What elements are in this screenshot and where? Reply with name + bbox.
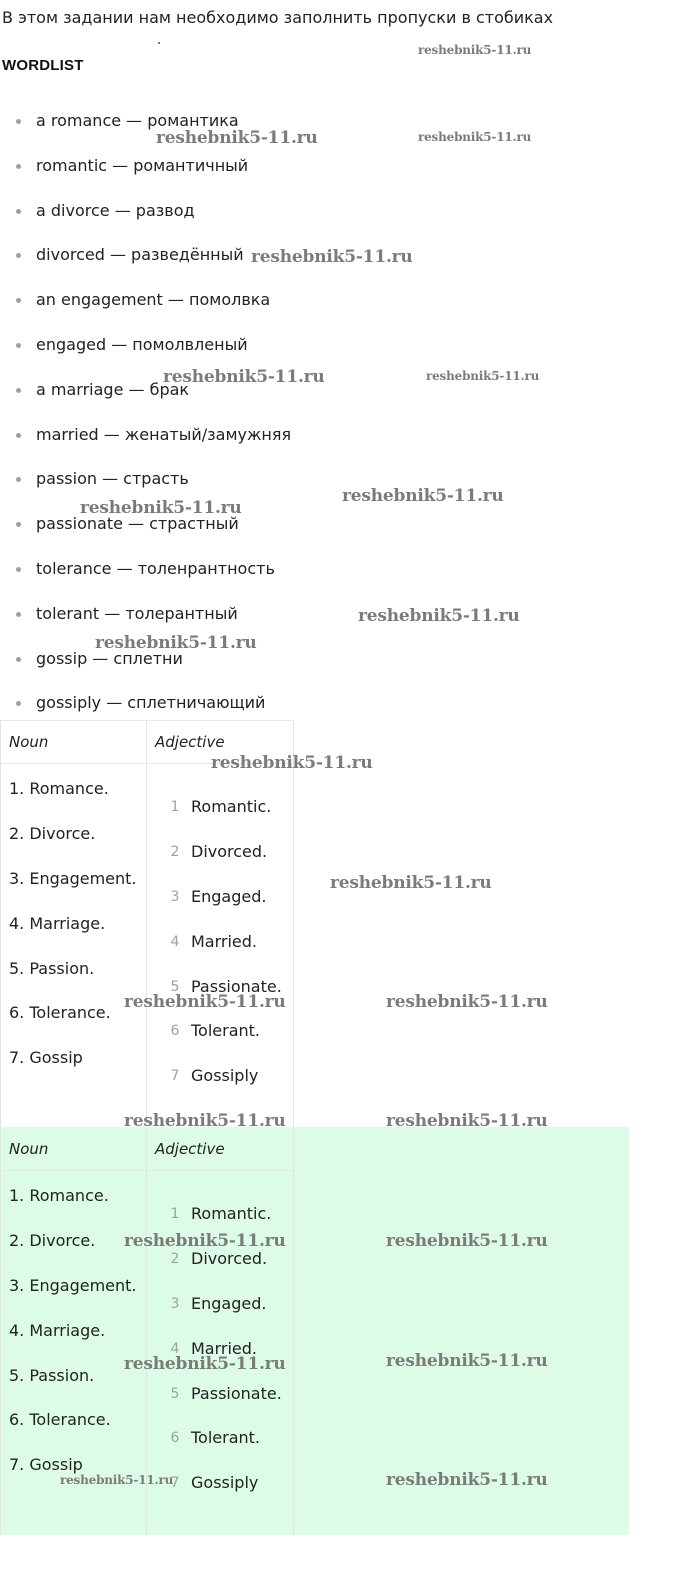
adjective-cell: Tolerant. xyxy=(191,1428,261,1447)
watermark: reshebnik5-11.ru xyxy=(418,130,532,144)
noun-header: Noun xyxy=(9,733,49,751)
watermark: reshebnik5-11.ru xyxy=(124,1354,286,1374)
adjective-cell: Married. xyxy=(191,1339,258,1358)
adjective-number: 3 xyxy=(170,889,180,905)
noun-cell: 6. Tolerance. xyxy=(9,1410,111,1429)
adjective-number: 5 xyxy=(170,979,180,995)
bullet-icon xyxy=(16,253,21,258)
adjective-cell: Romantic. xyxy=(191,1204,272,1223)
bullet-icon xyxy=(16,388,21,393)
watermark: reshebnik5-11.ru xyxy=(95,633,257,653)
wordlist-item: a divorce — развод xyxy=(0,197,291,242)
bullet-icon xyxy=(16,119,21,124)
noun-cell: 5. Passion. xyxy=(9,959,95,978)
noun-cell: 3. Engagement. xyxy=(9,869,137,888)
adjective-cell: Passionate. xyxy=(191,1384,282,1403)
adjective-number: 4 xyxy=(170,934,180,950)
adjective-number: 3 xyxy=(170,1296,180,1312)
watermark: reshebnik5-11.ru xyxy=(418,43,532,57)
intro-text: В этом задании нам необходимо заполнить пропуски в стобиках xyxy=(2,8,554,27)
watermark: reshebnik5-11.ru xyxy=(124,992,286,1012)
watermark: reshebnik5-11.ru xyxy=(211,753,373,773)
bullet-icon xyxy=(16,433,21,438)
adjective-header: Adjective xyxy=(155,1140,225,1158)
adjective-cell: Gossiply xyxy=(191,1066,259,1085)
bullet-icon xyxy=(16,477,21,482)
wordlist-item: a romance — романтика xyxy=(0,107,291,152)
watermark: reshebnik5-11.ru xyxy=(156,128,318,148)
wordlist-item: a marriage — брак xyxy=(0,376,291,421)
adjective-cell: Romantic. xyxy=(191,797,272,816)
watermark: reshebnik5-11.ru xyxy=(386,1470,548,1490)
table-border xyxy=(293,1128,294,1535)
watermark: reshebnik5-11.ru xyxy=(330,873,492,893)
watermark: reshebnik5-11.ru xyxy=(386,1351,548,1371)
watermark: reshebnik5-11.ru xyxy=(60,1473,174,1487)
noun-cell: 7. Gossip xyxy=(9,1455,83,1474)
adjective-cell: Passionate. xyxy=(191,977,282,996)
noun-cell: 3. Engagement. xyxy=(9,1276,137,1295)
wordlist-item: passion — страсть xyxy=(0,465,291,510)
wordlist-item: divorced — разведённый xyxy=(0,241,291,286)
watermark: reshebnik5-11.ru xyxy=(124,1231,286,1251)
table-header xyxy=(1,1128,294,1171)
column-divider xyxy=(146,721,147,1129)
watermark: reshebnik5-11.ru xyxy=(386,1111,548,1131)
wordlist-item: gossiply — сплетничающий xyxy=(0,689,291,734)
watermark: reshebnik5-11.ru xyxy=(342,486,504,506)
adjective-number: 5 xyxy=(170,1386,180,1402)
noun-cell: 4. Marriage. xyxy=(9,1321,106,1340)
adjective-cell: Married. xyxy=(191,932,258,951)
noun-cell: 1. Romance. xyxy=(9,1186,109,1205)
watermark: reshebnik5-11.ru xyxy=(426,369,540,383)
noun-cell: 7. Gossip xyxy=(9,1048,83,1067)
adjective-cell: Engaged. xyxy=(191,887,267,906)
adjective-cell: Engaged. xyxy=(191,1294,267,1313)
wordlist-item: married — женатый/замужняя xyxy=(0,421,291,466)
bullet-icon xyxy=(16,209,21,214)
adjective-number: 1 xyxy=(170,1206,180,1222)
noun-cell: 5. Passion. xyxy=(9,1366,95,1385)
table-border xyxy=(293,721,294,1129)
noun-cell: 1. Romance. xyxy=(9,779,109,798)
noun-cell: 6. Tolerance. xyxy=(9,1003,111,1022)
noun-cell: 4. Marriage. xyxy=(9,914,106,933)
wordlist-item: gossip — сплетни xyxy=(0,645,291,690)
wordlist-item: passionate — страстный xyxy=(0,510,291,555)
bullet-icon xyxy=(16,298,21,303)
stray-mark xyxy=(158,42,160,44)
adjective-cell: Divorced. xyxy=(191,1249,268,1268)
adjective-number: 7 xyxy=(170,1068,180,1084)
noun-cell: 2. Divorce. xyxy=(9,1231,96,1250)
wordlist-item: engaged — помолвленый xyxy=(0,331,291,376)
bullet-icon xyxy=(16,701,21,706)
adjective-number: 1 xyxy=(170,799,180,815)
bullet-icon xyxy=(16,612,21,617)
adjective-number: 2 xyxy=(170,1251,180,1267)
bullet-icon xyxy=(16,657,21,662)
adjective-cell: Gossiply xyxy=(191,1473,259,1492)
adjective-number: 2 xyxy=(170,844,180,860)
watermark: reshebnik5-11.ru xyxy=(251,247,413,267)
wordlist-heading: WORDLIST xyxy=(2,57,84,74)
wordlist-item: tolerant — толерантный xyxy=(0,600,291,645)
adjective-number: 6 xyxy=(170,1430,180,1446)
wordlist-item: an engagement — помолвка xyxy=(0,286,291,331)
bullet-icon xyxy=(16,567,21,572)
noun-header: Noun xyxy=(9,1140,49,1158)
bullet-icon xyxy=(16,164,21,169)
watermark: reshebnik5-11.ru xyxy=(386,1231,548,1251)
watermark: reshebnik5-11.ru xyxy=(124,1111,286,1131)
noun-adjective-table xyxy=(0,720,294,1129)
adjective-number: 7 xyxy=(170,1475,180,1491)
watermark: reshebnik5-11.ru xyxy=(386,992,548,1012)
adjective-cell: Tolerant. xyxy=(191,1021,261,1040)
adjective-header: Adjective xyxy=(155,733,225,751)
bullet-icon xyxy=(16,343,21,348)
wordlist-item: tolerance — толенрантность xyxy=(0,555,291,600)
wordlist-item: romantic — романтичный xyxy=(0,152,291,197)
watermark: reshebnik5-11.ru xyxy=(163,367,325,387)
adjective-cell: Divorced. xyxy=(191,842,268,861)
watermark: reshebnik5-11.ru xyxy=(80,498,242,518)
adjective-number: 4 xyxy=(170,1341,180,1357)
bullet-icon xyxy=(16,522,21,527)
watermark: reshebnik5-11.ru xyxy=(358,606,520,626)
adjective-number: 6 xyxy=(170,1023,180,1039)
noun-cell: 2. Divorce. xyxy=(9,824,96,843)
